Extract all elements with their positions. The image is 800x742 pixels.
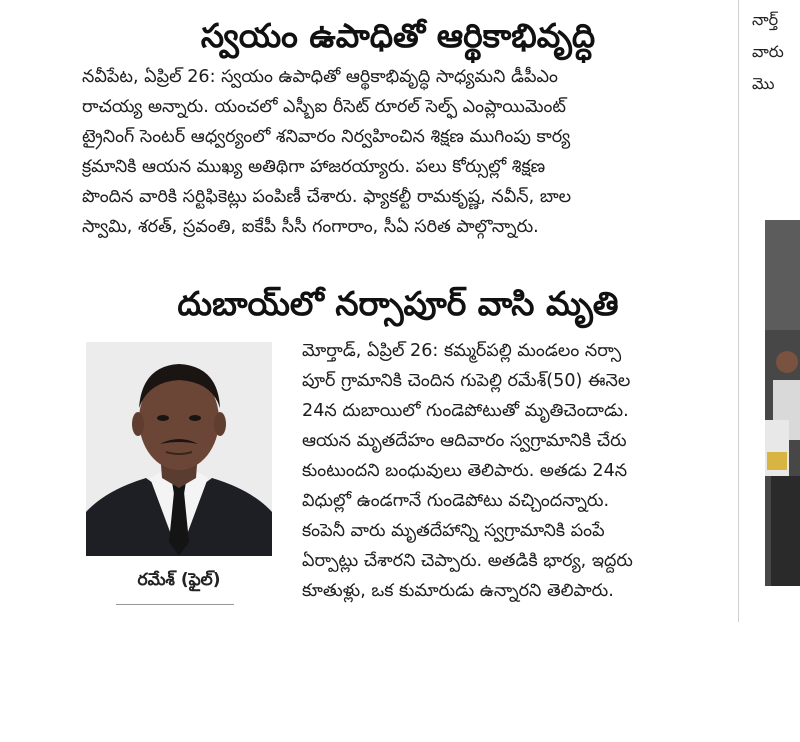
story1-line: స్వామి, శరత్, స్రవంతి, ఐకేపీ సీసీ గంగారాం, సీఏ సరిత పాల్గొన్నారు. (82, 217, 539, 237)
story2-line: కుంటుందని బంధువులు తెలిపారు. అతడు 24న (302, 461, 628, 481)
photo-caption: రమేశ్ (ఫైల్) (137, 570, 221, 590)
story2-line: మోర్తాడ్, ఏప్రిల్ 26: కమ్మర్‌పల్లి మండలం నర్సా (302, 341, 622, 361)
adjacent-line: వారు (752, 42, 784, 61)
story2-line: ఆయన మృతదేహం ఆదివారం స్వగ్రామానికి చేరు (302, 431, 627, 451)
story2-line: 24న దుబాయిలో గుండెపోటుతో మృతిచెందాడు. (302, 401, 629, 421)
story2-line: కంపెనీ వారు మృతదేహాన్ని స్వగ్రామానికి పంపే (302, 521, 605, 541)
story1-line: క్రమానికి ఆయన ముఖ్య అతిథిగా హాజరయ్యారు. పలు కోర్సుల్లో శిక్షణ (82, 157, 546, 177)
story1-line: నవీపేట, ఏప్రిల్ 26: స్వయం ఉపాధితో ఆర్థికాభివృద్ధి సాధ్యమని డీపీఎం (82, 67, 558, 87)
story2-line: విధుల్లో ఉండగానే గుండెపోటు వచ్చిందన్నారు. (302, 491, 610, 511)
story2-line: ఏర్పాట్లు చేశారని చెప్పారు. అతడికి భార్య, ఇద్దరు (302, 551, 633, 571)
story2-line: పూర్ గ్రామానికి చెందిన గుపెల్లి రమేశ్(50) ఈనెల (302, 371, 631, 391)
portrait-illustration (86, 342, 272, 556)
adjacent-column-text (752, 4, 800, 100)
story1-body (82, 62, 714, 242)
portrait-photo (86, 342, 272, 556)
adjacent-photo-illustration (765, 220, 800, 586)
story1-line: ట్రైనింగ్ సెంటర్ ఆధ్వర్యంలో శనివారం నిర్వహించిన శిక్షణ ముగింపు కార్య (82, 127, 571, 147)
story1-headline: స్వయం ఉపాధితో ఆర్థికాభివృద్ధి (200, 16, 596, 55)
caption-underline (116, 604, 234, 605)
adjacent-column-photo (765, 220, 800, 586)
story2-line: కూతుళ్లు, ఒక కుమారుడు ఉన్నారని తెలిపారు. (302, 581, 614, 601)
adjacent-line: మొ (752, 74, 775, 93)
story2-body (302, 336, 714, 606)
adjacent-line: నార్త్ (752, 10, 779, 29)
story1-line: రాచయ్య అన్నారు. యంచలో ఎస్బీఐ రీసెట్ రూరల్ సెల్ఫ్ ఎంప్లాయిమెంట్ (82, 97, 566, 117)
story2-headline: దుబాయ్‌లో నర్సాపూర్ వాసి మృతి (177, 284, 619, 323)
story1-line: పొందిన వారికి సర్టిఫికెట్లు పంపిణీ చేశారు. ఫ్యాకల్టీ రామకృష్ణ, నవీన్, బాల (82, 187, 572, 207)
column-divider (738, 0, 739, 622)
